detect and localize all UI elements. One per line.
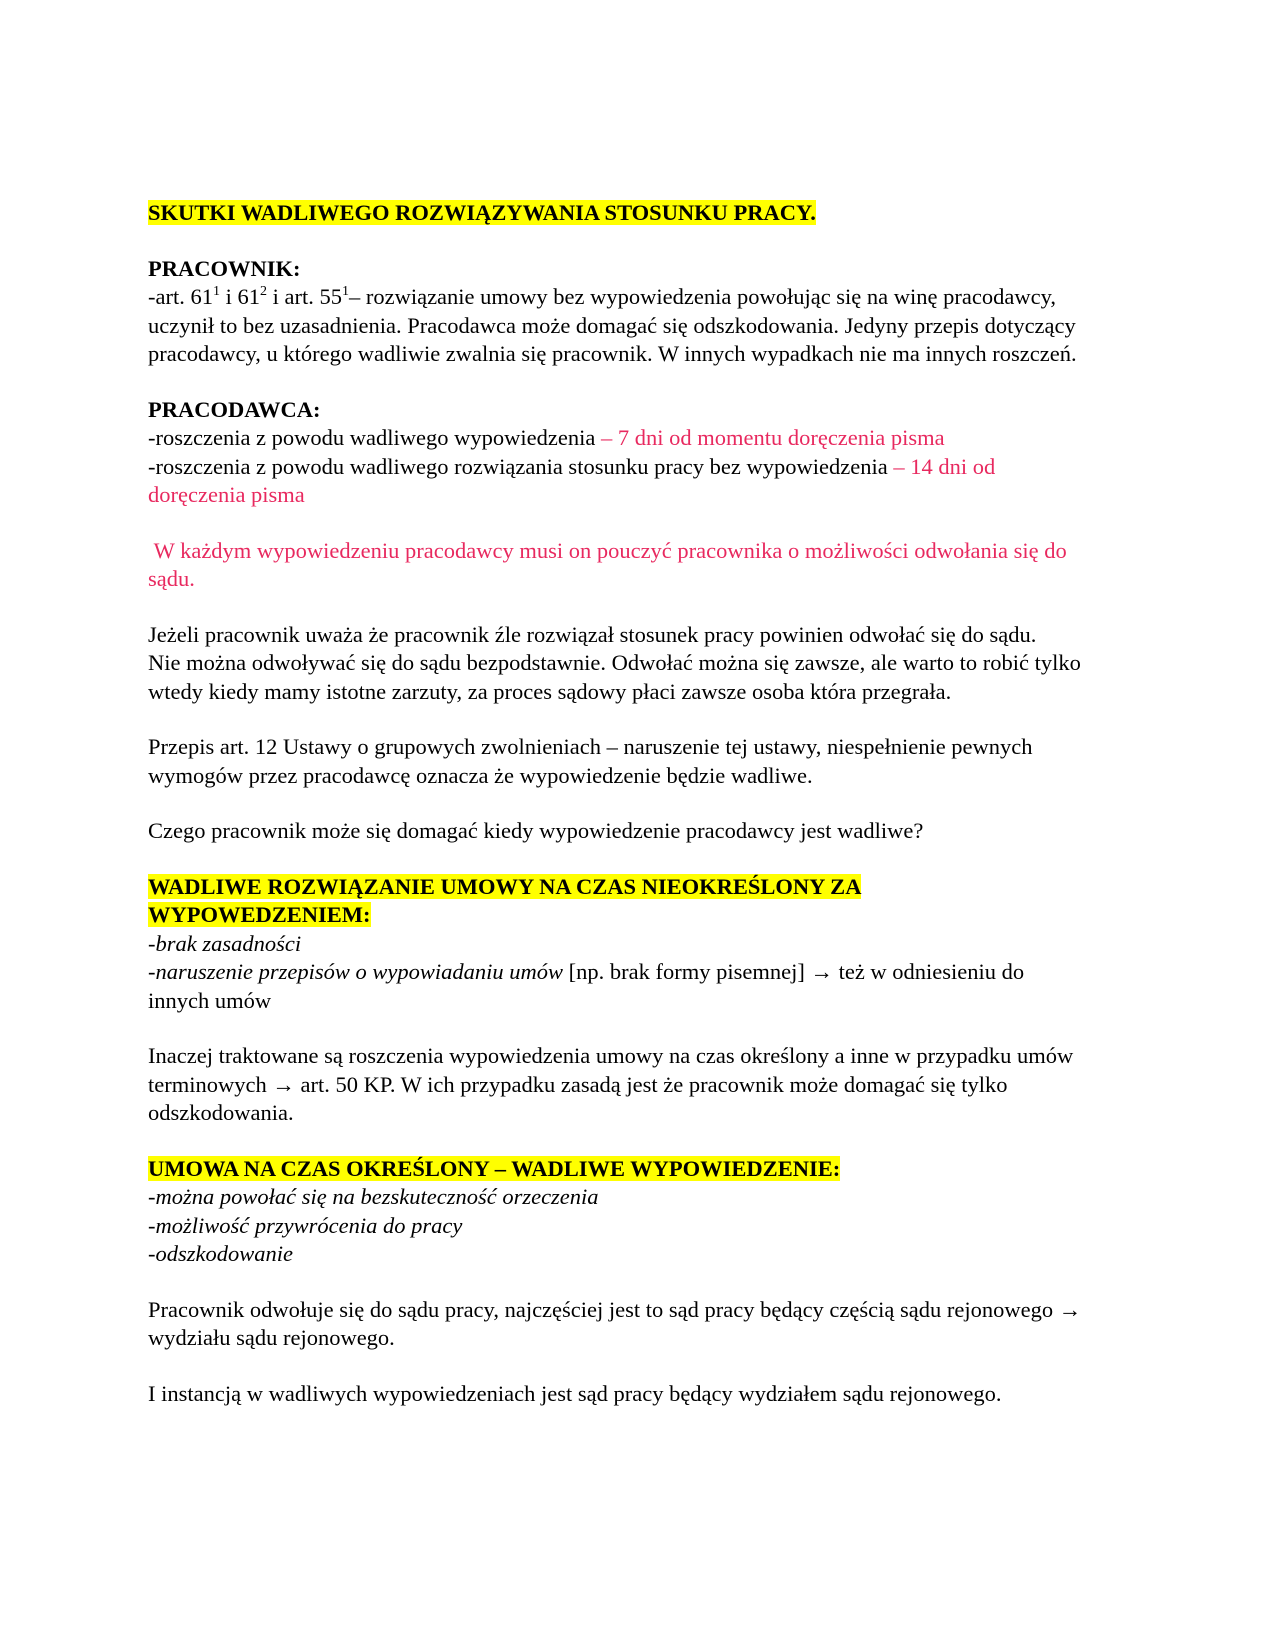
nieokreslony-item-2-rest: [np. brak formy pisemnej] → też w odniesieniu do innych umów: [148, 959, 1025, 1013]
paragraph-przepis: Przepis art. 12 Ustawy o grupowych zwolnieniach – naruszenie tej ustawy, niespełnienie pewnych wymogów przez pracodawcę oznacza że wypowiedzenie będzie wadliwe.: [148, 734, 1033, 788]
paragraph-inaczej: Inaczej traktowane są roszczenia wypowiedzenia umowy na czas określony a inne w przypadku umów terminowych → art. 50 KP. W ich przypadku zasadą jest że pracownik może domagać się tylko odszkodowania.: [148, 1043, 1074, 1125]
sup-3: 1: [341, 284, 349, 299]
art-prefix: -art. 61: [148, 284, 213, 309]
question-paragraph: Czego pracownik może się domagać kiedy wypowiedzenie pracodawcy jest wadliwe?: [148, 818, 924, 843]
pracodawca-line-2-deadline: – 14 dni od doręczenia pisma: [148, 453, 996, 507]
nieokreslony-item-2-italic: -naruszenie przepisów o wypowiadaniu umów: [148, 959, 564, 984]
section-okreslony-heading: [148, 1155, 1085, 1184]
okreslony-item-1: -można powołać się na bezskuteczność orzeczenia: [148, 1184, 599, 1209]
document-title-text: SKUTKI WADLIWEGO ROZWIĄZYWANIA STOSUNKU PRACY.: [148, 200, 816, 225]
pracownik-heading: PRACOWNIK:: [148, 255, 301, 281]
paragraph-jezeli: Jeżeli pracownik uważa że pracownik źle rozwiązał stosunek pracy powinien odwołać się do sądu.: [148, 621, 1037, 647]
pracownik-paragraph: [148, 283, 1085, 369]
okreslony-item-2: -możliwość przywrócenia do pracy: [148, 1212, 463, 1238]
section-nieokreslony-heading-line-1: WADLIWE ROZWIĄZANIE UMOWY NA CZAS NIEOKREŚLONY ZA: [148, 873, 862, 899]
pracodawca-line-1-text: -roszczenia z powodu wadliwego wypowiedzenia: [148, 425, 601, 450]
pracodawca-line-2: [148, 453, 1085, 510]
pracodawca-line-1: [148, 424, 1085, 453]
sup-2: 2: [260, 284, 267, 299]
paragraph-odwoluje: Pracownik odwołuje się do sądu pracy, najczęściej jest to sąd pracy będący częścią sądu rejonowego → wydziału sądu rejonowego.: [148, 1296, 1082, 1350]
section-nieokreslony-heading: [148, 873, 1085, 930]
document-title: [148, 199, 1085, 228]
notice-paragraph: W każdym wypowiedzeniu pracodawcy musi on pouczyć pracownika o możliwości odwołania się do sądu.: [148, 537, 1073, 591]
nieokreslony-item-2: [148, 958, 1085, 1015]
sup-1: 1: [212, 284, 220, 299]
section-okreslony-heading-text: UMOWA NA CZAS OKREŚLONY – WADLIWE WYPOWIEDZENIE:: [148, 1155, 841, 1181]
okreslony-item-3: -odszkodowanie: [148, 1241, 293, 1266]
pracodawca-line-1-deadline: – 7 dni od momentu doręczenia pisma: [600, 425, 945, 450]
pracownik-text: – rozwiązanie umowy bez wypowiedzenia powołując się na winę pracodawcy, uczynił to bez uzasadnienia. Pracodawca może domagać się odszkodowania. Jedyny przepis dotyczący pracodawcy, u którego wadliwie zwalnia się pracownik. W innych wypadkach nie ma innych roszczeń.: [148, 284, 1077, 366]
art-mid-1: i 61: [219, 284, 260, 309]
pracodawca-line-2-text: -roszczenia z powodu wadliwego rozwiązania stosunku pracy bez wypowiedzenia: [148, 453, 894, 479]
pracodawca-heading: PRACODAWCA:: [148, 396, 321, 422]
section-nieokreslony-heading-line-2: WYPOWEDZENIEM:: [148, 902, 371, 927]
nieokreslony-item-1: -brak zasadności: [148, 930, 302, 956]
paragraph-nie-mozna: Nie można odwoływać się do sądu bezpodstawnie. Odwołać można się zawsze, ale warto to robić tylko wtedy kiedy mamy istotne zarzuty, za proces sądowy płaci zawsze osoba która przegrała.: [148, 650, 1081, 704]
art-mid-2: i art. 55: [267, 284, 342, 309]
paragraph-instancja: I instancją w wadliwych wypowiedzeniach jest sąd pracy będący wydziałem sądu rejonowego.: [148, 1380, 1002, 1406]
